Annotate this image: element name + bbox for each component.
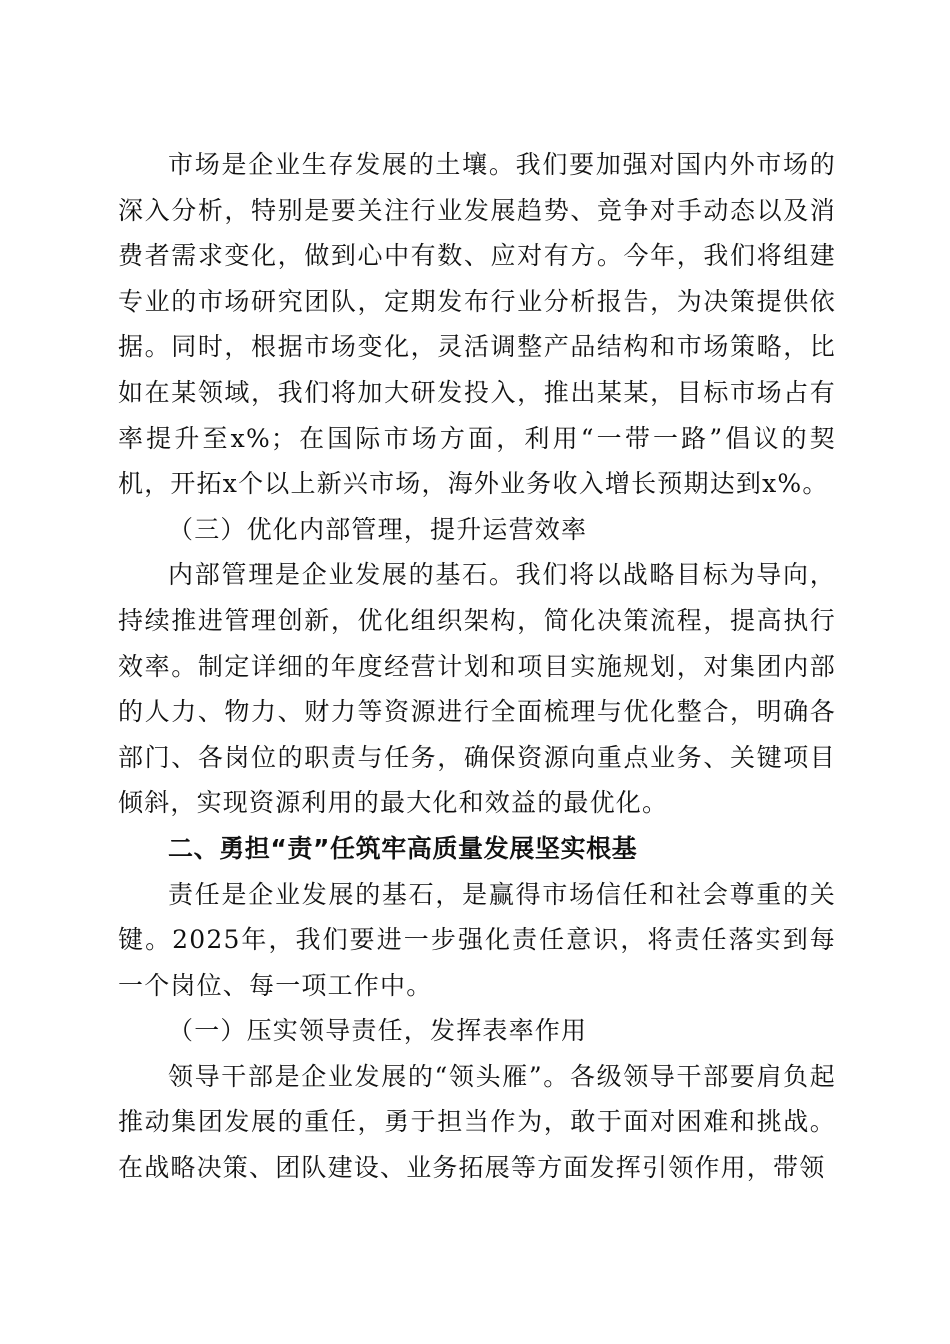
sub-heading-leadership-responsibility: （一）压实领导责任，发挥表率作用 [168, 1016, 588, 1046]
paragraph-internal-management: 内部管理是企业发展的基石。我们将以战略目标为导向，持续推进管理创新，优化组织架构，简化决策流程，提高执行效率。制定详细的年度经营计划和项目实施规划，对集团内部的人力、物力、财力等资源进行全面梳理与优化整合，明确各部门、各岗位的职责与任务，确保资源向重点业务、关键项目倾斜，实现资源利用的最大化和效益的最优化。 [118, 560, 836, 818]
paragraph-leadership: 领导干部是企业发展的“领头雁”。各级领导干部要肩负起推动集团发展的重任，勇于担当作为，敢于面对困难和挑战。在战略决策、团队建设、业务拓展等方面发挥引领作用，带领 [118, 1061, 836, 1183]
sub-heading-internal-management: （三）优化内部管理，提升运营效率 [168, 514, 588, 544]
paragraph-responsibility-intro: 责任是企业发展的基石，是赢得市场信任和社会尊重的关键。2025年，我们要进一步强化责任意识，将责任落实到每一个岗位、每一项工作中。 [118, 879, 836, 1000]
document-body [118, 142, 836, 1191]
section-heading-responsibility: 二、勇担“责”任筑牢高质量发展坚实根基 [168, 833, 638, 863]
paragraph-market-analysis: 市场是企业生存发展的土壤。我们要加强对国内外市场的深入分析，特别是要关注行业发展趋势、竞争对手动态以及消费者需求变化，做到心中有数、应对有方。今年，我们将组建专业的市场研究团队，定期发布行业分析报告，为决策提供依据。同时，根据市场变化，灵活调整产品结构和市场策略，比如在某领域，我们将加大研发投入，推出某某，目标市场占有率提升至x%；在国际市场方面，利用“一带一路”倡议的契机，开拓x个以上新兴市场，海外业务收入增长预期达到x%。 [118, 150, 836, 499]
